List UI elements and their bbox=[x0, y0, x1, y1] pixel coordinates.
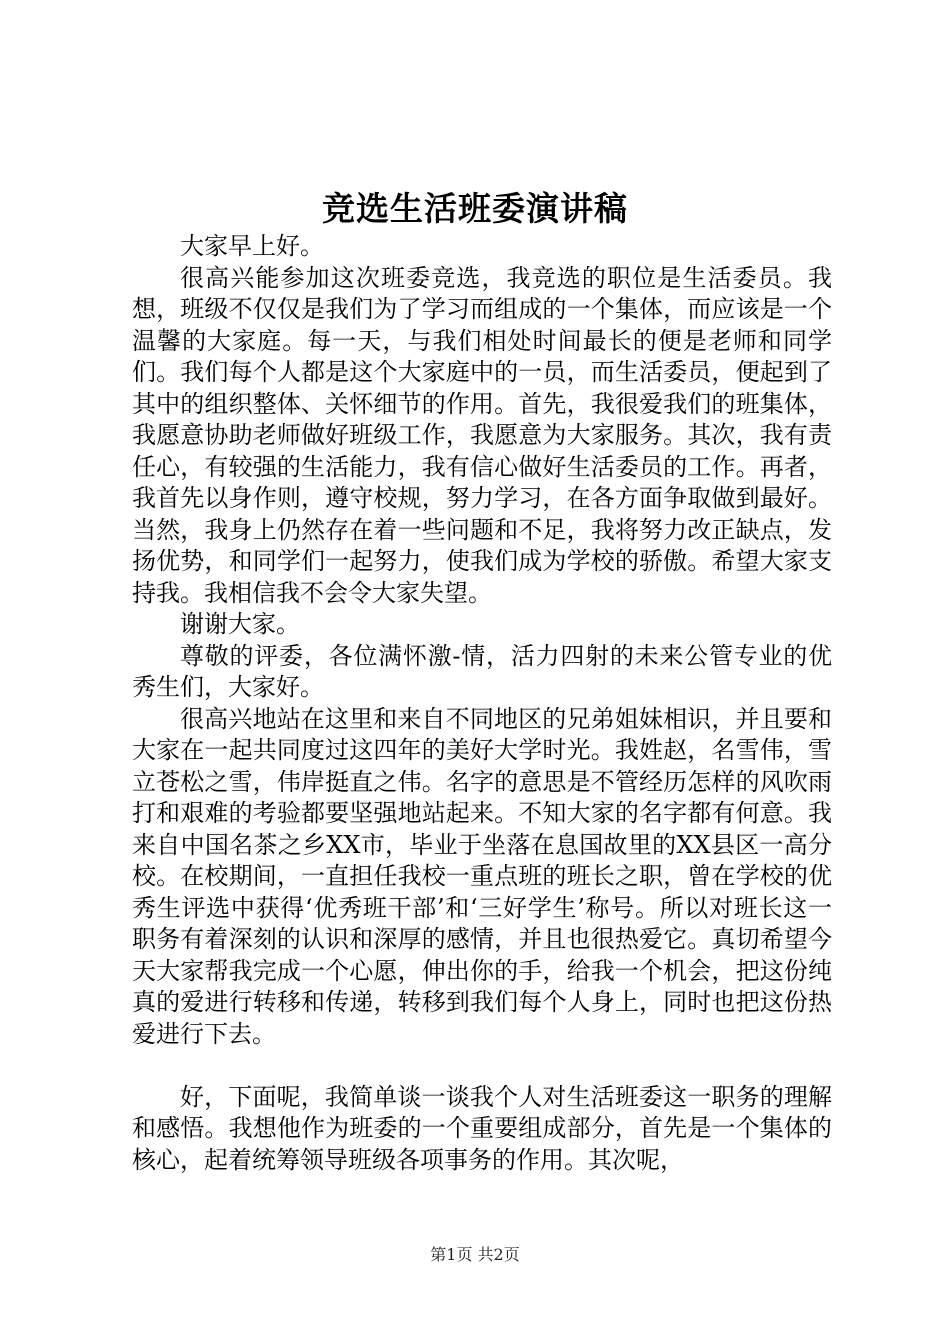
paragraph-role-understanding: 好，下面呢，我简单谈一谈我个人对生活班委这一职务的理解和感悟。我想他作为班委的一个重要组成部分，首先是一个集体的核心，起着统筹领导班级各项事务的作用。其次呢， bbox=[132, 1082, 832, 1174]
document-body bbox=[132, 231, 832, 1176]
page-title: 竞选生活班委演讲稿 bbox=[322, 189, 628, 228]
paragraph-salutation: 尊敬的评委，各位满怀激-情，活力四射的未来公管专业的优秀生们，大家好。 bbox=[132, 641, 832, 701]
page-footer: 第1页 共2页 bbox=[430, 1245, 520, 1264]
paragraph-spacer bbox=[132, 1050, 832, 1082]
paragraph-self-introduction: 很高兴地站在这里和来自不同地区的兄弟姐妹相识，并且要和大家在一起共同度过这四年的美好大学时光。我姓赵，名雪伟，雪立苍松之雪，伟岸挺直之伟。名字的意思是不管经历怎样的风吹雨打和艰难的考验都要坚强地站起来。不知大家的名字都有何意。我来自中国名茶之乡XX市，毕业于坐落在息国故里的XX县区一高分校。在校期间，一直担任我校一重点班的班长之职，曾在学校的优秀生评选中获得‘优秀班干部’和‘三好学生’称号。所以对班长这一职务有着深刻的认识和深厚的感情，并且也很热爱它。真切希望今天大家帮我完成一个心愿，伸出你的手，给我一个机会，把这份纯真的爱进行转移和传递，转移到我们每个人身上，同时也把这份热爱进行下去。 bbox=[132, 704, 832, 1048]
paragraph-greeting: 大家早上好。 bbox=[180, 232, 324, 260]
paragraph-campaign-speech: 很高兴能参加这次班委竞选，我竞选的职位是生活委员。我想，班级不仅仅是我们为了学习而组成的一个集体，而应该是一个温馨的大家庭。每一天，与我们相处时间最长的便是老师和同学们。我们每个人都是这个大家庭中的一员，而生活委员，便起到了其中的组织整体、关怀细节的作用。首先，我很爱我们的班集体，我愿意协助老师做好班级工作，我愿意为大家服务。其次，我有责任心，有较强的生活能力，我有信心做好生活委员的工作。再者，我首先以身作则，遵守校规，努力学习，在各方面争取做到最好。当然，我身上仍然存在着一些问题和不足，我将努力改正缺点，发扬优势，和同学们一起努力，使我们成为学校的骄傲。希望大家支持我。我相信我不会令大家失望。 bbox=[132, 263, 832, 607]
paragraph-thanks: 谢谢大家。 bbox=[180, 610, 300, 638]
